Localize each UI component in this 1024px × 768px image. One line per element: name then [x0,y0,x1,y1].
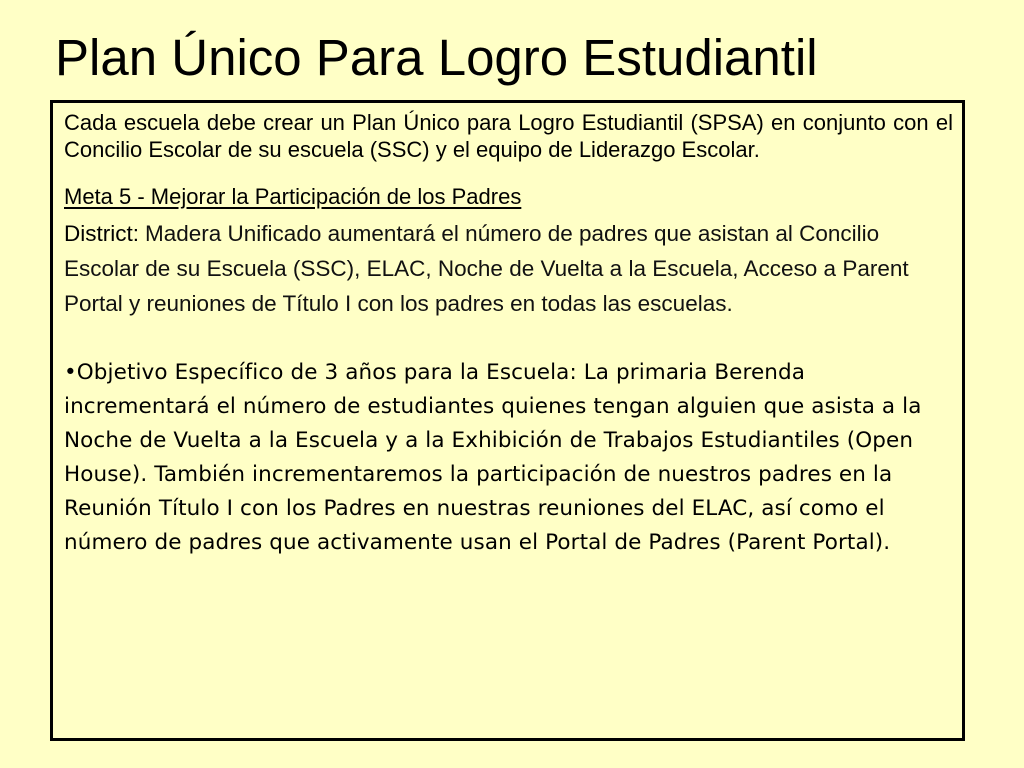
district-text: Madera Unificado aumentará el número de padres que asistan al Concilio Escolar de su Escuela (SSC), ELAC, Noche de Vuelta a la Escuela, Acceso a Parent Portal y reuniones de Título I con los padres en todas las escuelas. [64,221,909,316]
goal-heading: Meta 5 - Mejorar la Participación de los Padres [64,184,522,209]
objective-paragraph: •Objetivo Específico de 3 años para la Escuela: La primaria Berenda incrementará el número de estudiantes quienes tengan alguien que asista a la Noche de Vuelta a la Escuela y a la Exhibición de Trabajos Estudiantiles (Open House). También incrementaremos la participación de nuestros padres en la Reunión Título I con los Padres en nuestras reuniones del ELAC, así como el número de padres que activamente usan el Portal de Padres (Parent Portal). [64,360,922,555]
slide-title: Plan Único Para Logro Estudiantil [55,29,818,86]
intro-paragraph: Cada escuela debe crear un Plan Único para Logro Estudiantil (SPSA) en conjunto con el Concilio Escolar de su escuela (SSC) y el equipo de Liderazgo Escolar. [64,110,953,162]
district-label: District: [64,221,139,246]
district-paragraph [64,216,953,321]
content-box [50,100,965,741]
